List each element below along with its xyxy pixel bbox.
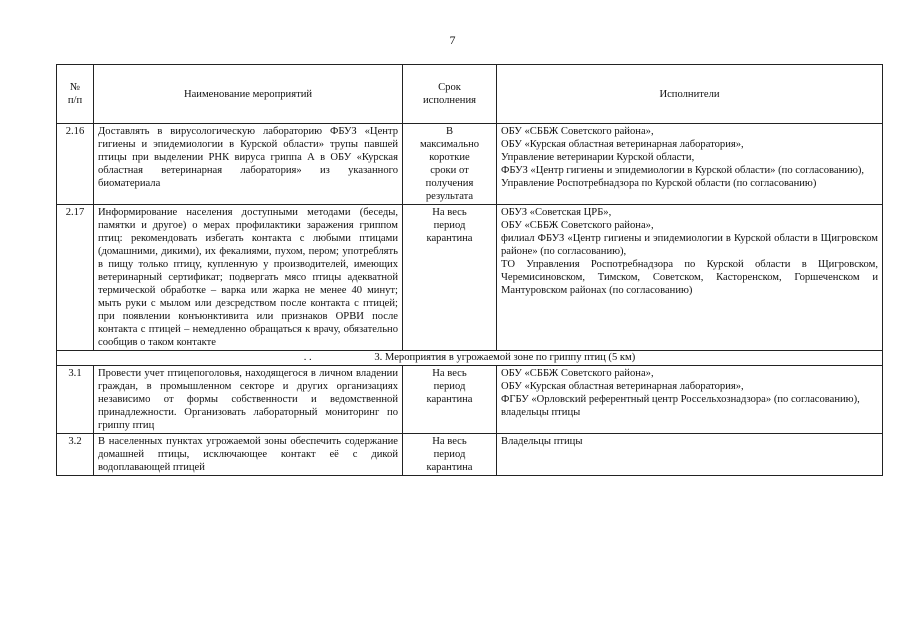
table-header-row <box>57 65 883 124</box>
measure-executors <box>497 434 883 476</box>
executor-entry: ФГБУ «Орловский референтный центр Россельхознадзора» (по согласованию), <box>501 394 860 405</box>
executor-entry: Владельцы птицы <box>501 436 583 447</box>
row-number: 3.1 <box>57 366 94 434</box>
header-term-line-2: исполнения <box>422 95 477 106</box>
term-line: максимально <box>419 139 480 150</box>
measure-name: Провести учет птицепоголовья, находящегося в личном владении граждан, в промышленном секторе и других организациях независимо от формы собственности и ведомственной принадлежности. Организовать лабораторный мониторинг по гриппу птиц <box>94 366 403 434</box>
term-line: карантина <box>426 233 473 244</box>
term-line: результата <box>425 191 474 202</box>
executor-entry: владельцы птицы <box>501 407 581 418</box>
header-num <box>57 65 94 124</box>
page-number: 7 <box>449 33 456 47</box>
term-line: получения <box>425 178 474 189</box>
measure-executors <box>497 366 883 434</box>
row-number: 2.17 <box>57 205 94 351</box>
term-line: период <box>433 449 466 460</box>
row-number: 2.16 <box>57 124 94 205</box>
executor-entry: ОБУЗ «Советская ЦРБ», <box>501 207 612 218</box>
term-line: На весь <box>432 436 467 447</box>
section-left-marks: . . <box>303 352 312 363</box>
measure-term-lines <box>407 435 492 474</box>
term-line: период <box>433 381 466 392</box>
measure-term <box>403 205 497 351</box>
term-line: сроки от <box>430 165 469 176</box>
table-row-2-17 <box>57 205 883 351</box>
measure-name: Доставлять в вирусологическую лабораторию ФБУЗ «Центр гигиены и эпидемиологии в Курской области» трупы павшей птицы при выделении РНК вируса гриппа А в ОБУ «Курская областная ветеринарная лаборатория» из указанного биоматериала <box>94 124 403 205</box>
header-num-line-2: п/п <box>67 95 83 106</box>
term-line: В <box>445 126 454 137</box>
measure-term <box>403 124 497 205</box>
executor-entry: филиал ФБУЗ «Центр гигиены и эпидемиологии в Курской области в Щигровском районе» (по согласованию), <box>501 233 878 257</box>
table-row-2-16 <box>57 124 883 205</box>
executor-entry: ОБУ «СББЖ Советского района», <box>501 368 654 379</box>
executor-entry: ОБУ «Курская областная ветеринарная лаборатория», <box>501 139 744 150</box>
header-executors: Исполнители <box>497 65 883 124</box>
measures-table <box>56 64 883 476</box>
term-line: На весь <box>432 207 467 218</box>
measure-term <box>403 434 497 476</box>
header-name: Наименование мероприятий <box>94 65 403 124</box>
term-line: короткие <box>429 152 470 163</box>
measure-name <box>94 434 403 476</box>
header-term-line-1: Срок <box>438 82 461 93</box>
row-number: 3.2 <box>57 434 94 476</box>
table-row-3-1 <box>57 366 883 434</box>
section-row <box>57 351 883 366</box>
measure-executors <box>497 124 883 205</box>
section-title-cell <box>57 351 883 366</box>
measure-term <box>403 366 497 434</box>
executor-entry: ОБУ «СББЖ Советского района», <box>501 220 654 231</box>
section-title: 3. Мероприятия в угрожаемой зоне по гриппу птиц (5 км) <box>374 352 636 363</box>
term-line: период <box>433 220 466 231</box>
term-line: карантина <box>426 462 473 473</box>
executor-entry: ОБУ «Курская областная ветеринарная лаборатория», <box>501 381 744 392</box>
executor-entry: Управление ветеринарии Курской области, <box>501 152 695 163</box>
header-term <box>403 65 497 124</box>
header-num-line-1: № <box>69 82 81 93</box>
measure-name-text: В населенных пунктах угрожаемой зоны обеспечить содержание домашней птицы, исключающее контакт её с дикой водоплавающей птицей <box>98 436 398 473</box>
measure-executors <box>497 205 883 351</box>
executor-entry: ТО Управления Роспотребнадзора по Курской области в Щигровском, Черемисиновском, Тимском, Советском, Касторенском, Горшеченском и Мантуровском районах (по согласованию) <box>501 259 878 296</box>
term-line: На весь <box>432 368 467 379</box>
executor-entry: ФБУЗ «Центр гигиены и эпидемиологии в Курской области» (по согласованию), <box>501 165 865 176</box>
executor-entry: Управление Роспотребнадзора по Курской области (по согласованию) <box>501 178 817 189</box>
executor-entry: ОБУ «СББЖ Советского района», <box>501 126 654 137</box>
measure-name: Информирование населения доступными методами (беседы, памятки и другое) о мерах профилактики заражения гриппом птиц: рекомендовать избегать контакта с любыми птицами (домашними, дикими), их фекалиями, пухом, пером; употреблять в пищу только птицу, купленную у производителей, имеющих ветеринарный сертификат; подвергать мясо птицы адекватной термической обработке – варка или жарка не менее 40 минут; мыть руки с мылом или дезсредством после контакта с птицей; при появлении конъюнктивита или признаков ОРВИ после контакта с птицей – немедленно обращаться к врачу, обязательно сообщив о таком контакте <box>94 205 403 351</box>
term-line: карантина <box>426 394 473 405</box>
table-row-3-2 <box>57 434 883 476</box>
